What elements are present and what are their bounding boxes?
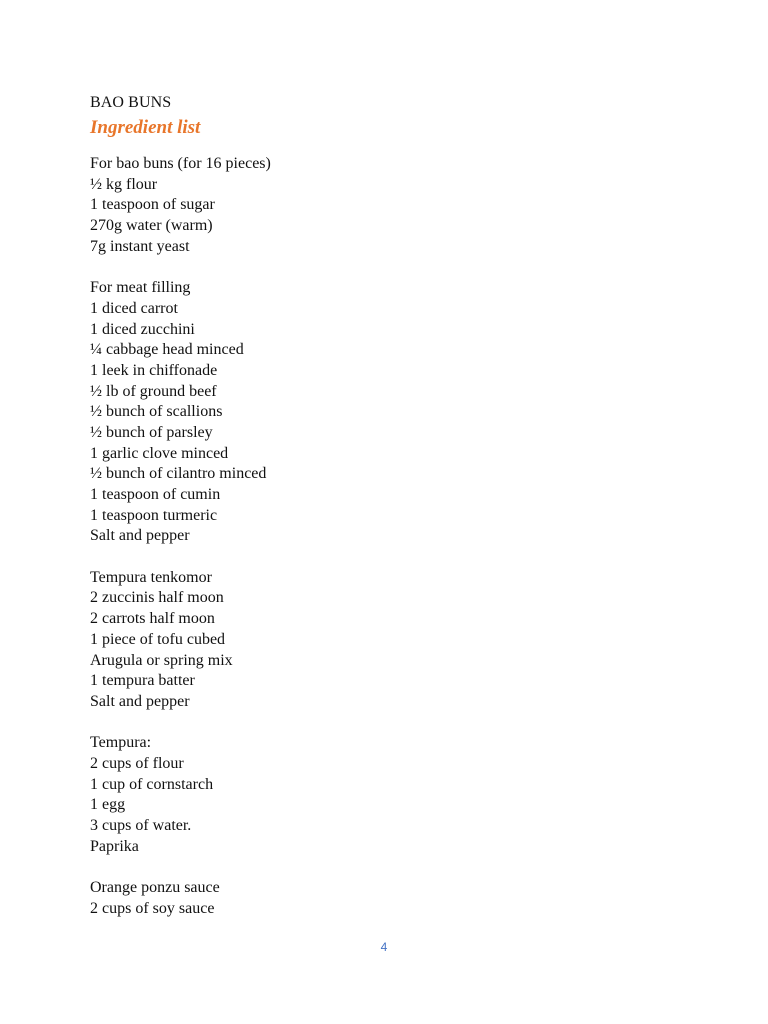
ingredient-line: 2 cups of flour (90, 754, 184, 772)
ingredient-section (90, 154, 690, 257)
section-line-first: Tempura: (90, 734, 152, 752)
ingredient-section (90, 878, 690, 919)
page-number: 4 (380, 940, 388, 954)
ingredient-line: 2 zuccinis half moon (90, 589, 224, 607)
ingredient-line: ½ lb of ground beef (90, 382, 217, 400)
ingredient-list-heading: Ingredient list (90, 117, 201, 138)
document-page (90, 92, 690, 940)
ingredient-line: Salt and pepper (90, 527, 190, 545)
ingredient-line: Arugula or spring mix (90, 651, 233, 669)
ingredient-line: 1 leek in chiffonade (90, 361, 218, 379)
ingredient-line: 2 carrots half moon (90, 610, 215, 628)
ingredient-line: 1 egg (90, 796, 126, 814)
section-line-first: For bao buns (for 16 pieces) (90, 155, 271, 172)
ingredient-line: 1 teaspoon of sugar (90, 196, 215, 214)
ingredient-sections (90, 154, 690, 919)
ingredient-line: 1 teaspoon turmeric (90, 506, 218, 524)
ingredient-section (90, 733, 690, 857)
section-line-first: Tempura tenkomor (90, 568, 212, 586)
ingredient-line: ¼ cabbage head minced (90, 341, 244, 359)
ingredient-line: 1 cup of cornstarch (90, 775, 214, 793)
ingredient-line: ½ bunch of cilantro minced (90, 465, 267, 483)
ingredient-section (90, 278, 690, 547)
ingredient-line: Salt and pepper (90, 692, 190, 710)
ingredient-line: 1 diced carrot (90, 299, 178, 317)
recipe-title: BAO BUNS (90, 94, 172, 111)
ingredient-line: Paprika (90, 837, 139, 855)
ingredient-line: 1 diced zucchini (90, 320, 195, 338)
ingredient-line: 7g instant yeast (90, 237, 190, 255)
ingredient-line: 1 garlic clove minced (90, 444, 229, 462)
ingredient-line: 1 piece of tofu cubed (90, 630, 226, 648)
ingredient-line: ½ bunch of parsley (90, 423, 213, 441)
section-line-first: Orange ponzu sauce (90, 879, 220, 897)
section-line-first: For meat filling (90, 279, 191, 297)
ingredient-line: 270g water (warm) (90, 217, 213, 235)
ingredient-line: 1 teaspoon of cumin (90, 486, 221, 503)
ingredient-line: ½ bunch of scallions (90, 403, 223, 421)
ingredient-line: 3 cups of water. (90, 817, 192, 834)
ingredient-line: 1 tempura batter (90, 672, 195, 690)
ingredient-line: ½ kg flour (90, 175, 158, 193)
ingredient-section (90, 568, 690, 713)
ingredient-line: 2 cups of soy sauce (90, 899, 215, 917)
